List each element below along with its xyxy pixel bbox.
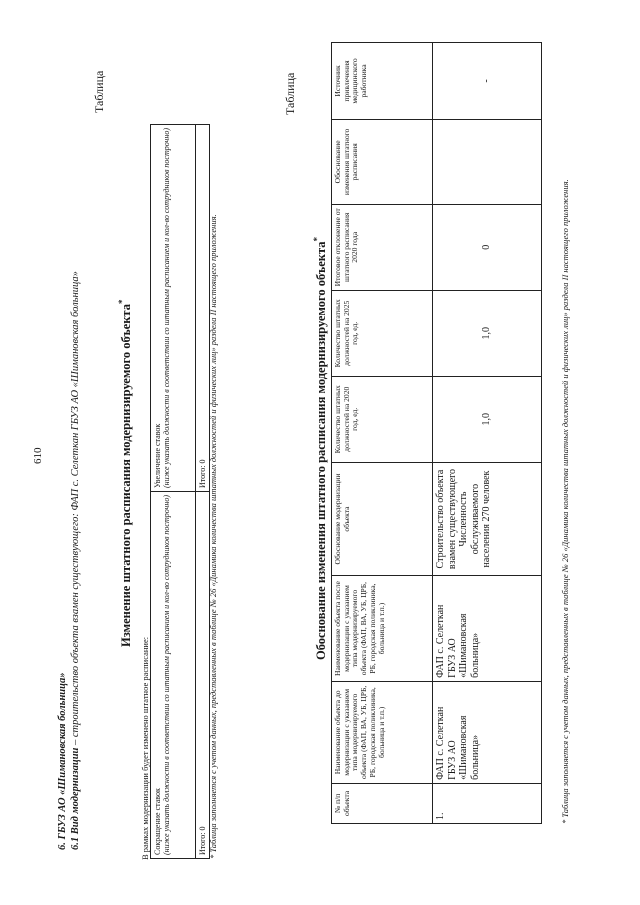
table1-title — [117, 300, 134, 647]
row-reason-line1: Строительство объекта взамен существующего — [435, 469, 458, 570]
row-reason-line2: Численность обслуживаемого населения 270 человек — [458, 470, 492, 568]
table2-footnote: * Таблица заполняется с учетом данных, представленных в таблице № 26 «Динамика количества штатных должностей и физических лиц» раздела II настоящего приложения. — [560, 179, 570, 824]
header-before: Наименование объекта до модернизации с указанием типа модернизируемого объекта (ФАП, ВА, УБ, ЦРБ, РБ, городская поликлиника, больница и т.п.) — [332, 681, 433, 783]
row-justification — [433, 119, 542, 204]
header-justification: Обоснование изменения штатного расписания — [332, 119, 433, 204]
reduction-header-cell — [151, 492, 196, 859]
increase-header: Увеличение ставок — [153, 423, 162, 488]
header-source: Источник привлечения медицинского работника — [332, 43, 433, 120]
table2-header-row — [332, 43, 433, 824]
table-row — [433, 43, 542, 824]
subsection-heading — [70, 271, 81, 850]
header-staff-2025: Количество штатных должностей на 2025 год, ед. — [332, 290, 433, 376]
header-staff-2020: Количество штатных должностей на 2020 год, ед. — [332, 376, 433, 462]
header-deviation: Итоговое отклонение от штатного расписания 2020 года — [332, 204, 433, 290]
subsection-text: – строительство объекта взамен существующего: ФАП с. Селеткан ГБУЗ АО «Шимановская больница» — [70, 271, 81, 748]
row-staff-2020: 1,0 — [433, 376, 542, 462]
table2-title-mark: * — [312, 237, 322, 242]
page-number: 610 — [32, 447, 44, 464]
subsection-prefix: 6.1 Вид модернизации — [70, 747, 81, 850]
table1-intro: В рамках модернизации будет изменено штатное расписание: — [140, 636, 150, 860]
table1-title-text: Изменение штатного расписания модернизируемого объекта — [119, 304, 134, 647]
reduction-note: (ниже указать должности в соответствии со штатным расписанием и кол-во сотрудников построчно) — [162, 495, 172, 855]
row-deviation: 0 — [433, 204, 542, 290]
table2-label: Таблица — [283, 72, 297, 115]
reduction-total: Итого: 0 — [196, 492, 210, 859]
row-before: ФАП с. Селеткан ГБУЗ АО «Шимановская больница» — [433, 681, 542, 783]
staffing-justification-table — [331, 42, 542, 824]
table1-label: Таблица — [92, 70, 106, 113]
table1-title-mark: * — [117, 299, 127, 305]
row-after: ФАП с. Селеткан ГБУЗ АО «Шимановская больница» — [433, 576, 542, 682]
row-staff-2025: 1,0 — [433, 290, 542, 376]
table1-header-row — [151, 125, 196, 859]
header-after: Наименование объекта после модернизации с указанием типа модернизируемого объекта (ФАП, ВА, УБ, ЦРБ, РБ, городская поликлиника, больница и т.п.) — [332, 576, 433, 682]
row-num: 1. — [433, 783, 542, 823]
section-heading: 6. ГБУЗ АО «Шимановская больница» — [57, 672, 68, 850]
table2-title-text: Обоснование изменения штатного расписания модернизируемого объекта — [314, 241, 329, 660]
reduction-header: Сокращение ставок — [153, 788, 162, 855]
row-source: - — [433, 43, 542, 120]
header-num: № п/п объекта — [332, 783, 433, 823]
header-reason: Обоснование модернизации объекта — [332, 462, 433, 576]
increase-total: Итого: 0 — [196, 125, 210, 492]
increase-header-cell — [151, 125, 196, 492]
increase-note: (ниже указать должности в соответствии со штатным расписанием и кол-во сотрудников построчно) — [162, 128, 172, 488]
staffing-change-table — [150, 124, 210, 859]
row-reason — [433, 462, 542, 576]
table2-title — [312, 237, 329, 660]
table1-footnote: * Таблица заполняется с учетом данных, представленных в таблице № 26 «Динамика количества штатных должностей и физических лиц» раздела II настоящего приложения. — [208, 214, 218, 859]
